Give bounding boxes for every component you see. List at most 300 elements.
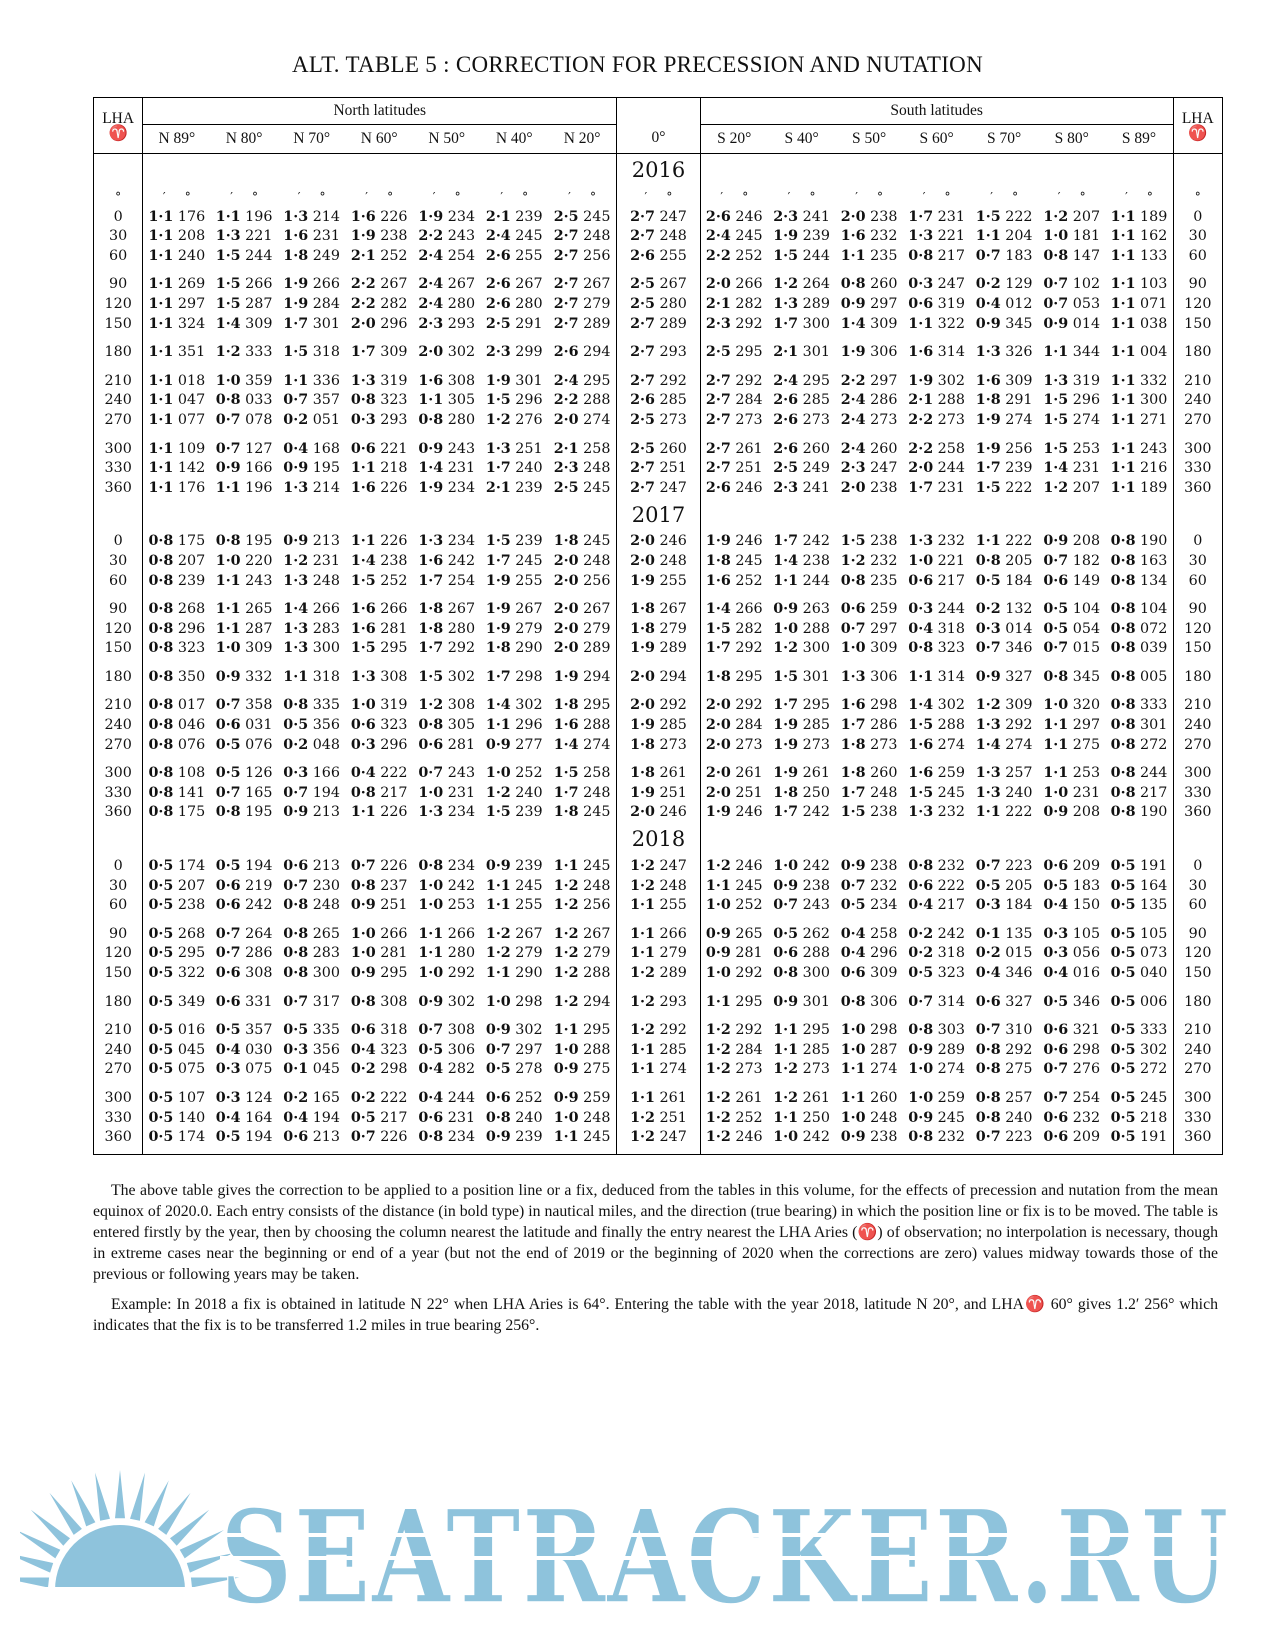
distance-value: 0·8 (215, 392, 241, 409)
distance-value: 1·1 (148, 276, 174, 293)
lha-value: 240 (94, 1041, 143, 1061)
year-label: 2018 (617, 823, 701, 857)
aries-symbol: ♈ (1188, 124, 1208, 142)
correction-cell: 0·6 222 (908, 877, 965, 894)
correction-cell: 1·4 238 (773, 552, 830, 569)
correction-cell: 0·8 217 (350, 784, 408, 801)
correction-cell: 0·5 126 (215, 765, 273, 782)
distance-value: 0·6 (350, 717, 376, 734)
distance-value: 1·1 (553, 858, 579, 875)
correction-cell: 1·2 247 (617, 1128, 701, 1148)
correction-cell: 1·3 234 (418, 533, 476, 550)
distance-value: 1·0 (908, 552, 934, 569)
correction-cell: 0·5 040 (1110, 965, 1168, 981)
correction-cell: 1·3 306 (840, 668, 898, 685)
gap-cell (1173, 266, 1222, 275)
correction-cell: 0·5 262 (773, 925, 830, 942)
distance-value: 0·7 (840, 877, 866, 894)
correction-cell: 0·5 045 (148, 1041, 206, 1058)
distance-value: 0·9 (418, 993, 444, 1010)
distance-value: 1·2 (1043, 208, 1069, 225)
gap-cell (700, 363, 1173, 372)
distance-value: 0·8 (283, 945, 309, 962)
distance-value: 1·4 (553, 736, 579, 753)
distance-value: 2·0 (553, 411, 579, 428)
distance-value: 1·9 (773, 736, 799, 753)
correction-cell: 1·2 207 (1043, 479, 1101, 496)
lha-label: LHA (102, 109, 135, 127)
distance-value: 0·5 (1110, 858, 1136, 875)
correction-cell: 1·5 253 (1043, 440, 1101, 457)
unit-symbols (413, 188, 481, 208)
distance-value: 0·3 (1043, 945, 1069, 962)
degree-symbol: ° (1173, 188, 1222, 208)
gap-cell (700, 755, 1173, 764)
correction-cell: 2·4 245 (485, 228, 543, 245)
distance-value: 0·5 (215, 736, 241, 753)
distance-value: 2·0 (705, 276, 731, 293)
correction-cell: 1·8 267 (418, 601, 476, 618)
distance-value: 1·2 (215, 344, 241, 361)
table-row (94, 620, 1223, 640)
distance-value: 0·8 (975, 1061, 1001, 1078)
distance-value: 1·7 (773, 697, 799, 714)
distance-value: 0·9 (1043, 533, 1069, 550)
minute-symbol: ′ (162, 190, 166, 204)
correction-cell: 0·3 014 (975, 620, 1033, 637)
correction-cell: 0·5 278 (485, 1061, 543, 1078)
correction-cell: 0·5 194 (215, 858, 273, 875)
correction-cell: 0·8 108 (148, 765, 206, 782)
lha-value: 0 (1173, 857, 1222, 877)
distance-value: 1·8 (418, 620, 444, 637)
correction-cell: 0·4 168 (283, 440, 340, 457)
correction-cell: 0·9 281 (705, 945, 763, 962)
distance-value: 0·9 (283, 533, 309, 550)
distance-value: 1·0 (1043, 784, 1069, 801)
distance-value: 0·6 (908, 877, 934, 894)
distance-value: 2·2 (705, 247, 731, 264)
distance-value: 1·5 (1043, 411, 1069, 428)
minute-symbol: ′ (432, 190, 436, 204)
correction-cell: 1·2 284 (705, 1041, 763, 1058)
correction-cell: 2·6 280 (485, 295, 543, 312)
distance-value: 0·7 (1043, 1061, 1069, 1078)
lha-value: 180 (1173, 343, 1222, 363)
distance-value: 0·6 (773, 945, 799, 962)
lha-value: 210 (94, 372, 143, 392)
correction-cell: 1·6 314 (908, 344, 965, 361)
correction-cell: 1·0 242 (773, 858, 830, 875)
correction-cell: 0·8 217 (908, 247, 965, 264)
correction-cell: 1·1 235 (840, 247, 898, 264)
correction-cell: 0·9 263 (773, 601, 830, 618)
distance-value: 2·0 (418, 344, 444, 361)
distance-value: 1·5 (840, 533, 866, 550)
correction-cell: 1·1 071 (1110, 295, 1168, 312)
correction-cell: 1·2 292 (617, 1021, 701, 1041)
distance-value: 2·7 (630, 315, 655, 332)
gap-cell (1173, 984, 1222, 993)
correction-cell: 1·5 318 (283, 344, 340, 361)
distance-value: 0·8 (148, 620, 174, 637)
distance-value: 0·6 (215, 897, 241, 914)
correction-cell: 0·9 166 (215, 460, 273, 477)
distance-value: 0·9 (350, 897, 376, 914)
correction-cell: 1·7 231 (908, 208, 965, 225)
correction-cell: 0·6 319 (908, 295, 965, 312)
table-row (94, 572, 1223, 592)
correction-cell: 1·1 285 (617, 1041, 701, 1061)
correction-cell: 1·7 309 (350, 344, 408, 361)
lha-cell-empty (94, 154, 143, 189)
distance-value: 1·7 (350, 344, 376, 361)
distance-value: 2·5 (485, 315, 511, 332)
distance-value: 1·0 (418, 877, 444, 894)
distance-value: 0·6 (1043, 1041, 1069, 1058)
correction-cell: 1·3 234 (418, 804, 476, 821)
distance-value: 0·8 (840, 276, 866, 293)
correction-cell: 2·0 296 (350, 315, 408, 332)
distance-value: 1·1 (215, 620, 241, 637)
distance-value: 2·6 (485, 276, 511, 293)
distance-value: 0·7 (1043, 276, 1069, 293)
correction-cell: 1·1 274 (840, 1061, 898, 1078)
distance-value: 1·0 (773, 620, 799, 637)
unit-symbols (700, 188, 768, 208)
lha-value: 180 (94, 343, 143, 363)
correction-cell: 1·5 239 (485, 804, 543, 821)
distance-value: 1·1 (1110, 315, 1136, 332)
distance-value: 2·7 (553, 228, 579, 245)
distance-value: 1·1 (1110, 460, 1136, 477)
distance-value: 1·2 (1043, 479, 1069, 496)
correction-cell: 1·9 279 (485, 620, 543, 637)
distance-value: 0·5 (215, 1129, 241, 1146)
distance-value: 2·5 (705, 344, 731, 361)
correction-cell: 1·6 226 (350, 479, 408, 496)
distance-value: 2·1 (485, 208, 511, 225)
correction-cell: 2·7 279 (553, 295, 611, 312)
correction-cell: 1·6 242 (418, 552, 476, 569)
distance-value: 1·6 (283, 228, 309, 245)
correction-cell: 1·1 047 (148, 392, 206, 409)
lha-value: 210 (1173, 1021, 1222, 1041)
lha-value: 210 (1173, 372, 1222, 392)
gap-cell (94, 984, 143, 993)
correction-cell: 2·3 241 (773, 208, 830, 225)
table-row (94, 925, 1223, 945)
distance-value: 1·9 (975, 411, 1001, 428)
correction-cell: 0·8 163 (1110, 552, 1168, 569)
correction-cell: 2·7 292 (617, 372, 701, 392)
correction-cell: 0·5 073 (1110, 945, 1168, 962)
distance-value: 0·2 (908, 945, 934, 962)
distance-value: 2·0 (705, 697, 731, 714)
lha-value: 300 (94, 764, 143, 784)
distance-value: 1·2 (630, 858, 655, 875)
correction-cell: 1·2 289 (617, 964, 701, 984)
distance-value: 0·8 (1110, 552, 1136, 569)
minute-symbol: ′ (1057, 190, 1061, 204)
correction-cell: 1·3 232 (908, 533, 965, 550)
south-col-header: S 50° (835, 125, 903, 154)
correction-cell: 0·9 259 (553, 1089, 611, 1106)
table-row (94, 964, 1223, 984)
distance-value: 0·5 (485, 1061, 511, 1078)
distance-value: 2·6 (705, 479, 731, 496)
distance-value: 2·6 (773, 392, 799, 409)
correction-cell: 1·0 281 (350, 945, 408, 962)
table-row (94, 639, 1223, 659)
lha-value: 360 (1173, 1128, 1222, 1148)
distance-value: 1·7 (975, 460, 1001, 477)
correction-cell: 0·5 268 (148, 925, 206, 942)
distance-value: 1·1 (975, 533, 1001, 550)
distance-value: 0·7 (350, 1129, 376, 1146)
correction-cell: 0·7 183 (975, 247, 1033, 264)
south-col-header: S 70° (970, 125, 1038, 154)
distance-value: 2·0 (553, 640, 579, 657)
correction-cell: 1·1 243 (215, 572, 273, 589)
correction-cell: 1·4 302 (485, 697, 543, 714)
distance-value: 1·5 (1043, 440, 1069, 457)
distance-value: 0·8 (1110, 765, 1136, 782)
distance-value: 0·9 (485, 736, 511, 753)
lha-value: 300 (1173, 440, 1222, 460)
correction-cell: 1·2 309 (975, 697, 1033, 714)
gap-cell (617, 984, 701, 993)
distance-value: 1·5 (215, 295, 241, 312)
distance-value: 1·1 (148, 479, 174, 496)
gap-cell (617, 334, 701, 343)
correction-cell: 1·3 283 (283, 620, 340, 637)
correction-cell: 1·1 271 (1110, 411, 1168, 428)
correction-cell: 1·1 222 (975, 533, 1033, 550)
north-col-header: N 70° (278, 125, 346, 154)
gap-cell (143, 1012, 617, 1021)
distance-value: 0·8 (975, 1041, 1001, 1058)
distance-value: 1·8 (630, 765, 655, 782)
lha-value: 30 (94, 227, 143, 247)
correction-cell: 0·3 166 (283, 765, 340, 782)
correction-cell: 2·5 245 (553, 208, 611, 225)
correction-cell: 2·5 249 (773, 460, 830, 477)
distance-value: 1·2 (553, 945, 579, 962)
degree-symbol: ° (319, 190, 326, 204)
correction-cell: 1·9 306 (840, 344, 898, 361)
distance-value: 1·6 (840, 697, 866, 714)
lha-value: 330 (1173, 784, 1222, 804)
distance-value: 0·2 (975, 601, 1001, 618)
distance-value: 1·8 (553, 533, 579, 550)
distance-value: 0·8 (1110, 668, 1136, 685)
degree-symbol: ° (387, 190, 394, 204)
distance-value: 0·5 (283, 1022, 309, 1039)
correction-cell: 1·2 232 (840, 552, 898, 569)
distance-value: 2·5 (630, 440, 655, 457)
distance-value: 1·2 (705, 1041, 731, 1058)
distance-value: 1·2 (553, 993, 579, 1010)
gap-cell (617, 659, 701, 668)
distance-value: 1·9 (908, 372, 934, 389)
minute-symbol: ′ (720, 190, 724, 204)
correction-cell: 0·8 175 (148, 533, 206, 550)
lha-value: 120 (94, 295, 143, 315)
distance-value: 0·9 (1043, 315, 1069, 332)
correction-cell: 0·8 104 (1110, 601, 1168, 618)
distance-value: 0·7 (283, 784, 309, 801)
correction-cell: 1·1 004 (1110, 344, 1168, 361)
distance-value: 2·4 (773, 372, 799, 389)
distance-value: 2·1 (350, 247, 376, 264)
distance-value: 0·4 (840, 925, 866, 942)
correction-cell: 2·3 299 (485, 344, 543, 361)
correction-cell: 0·8 072 (1110, 620, 1168, 637)
correction-cell: 1·4 238 (350, 552, 408, 569)
lha-value: 150 (94, 639, 143, 659)
distance-value: 0·8 (840, 993, 866, 1010)
correction-cell: 1·1 109 (148, 440, 206, 457)
distance-value: 1·6 (350, 620, 376, 637)
correction-cell: 0·7 226 (350, 1129, 408, 1146)
correction-cell: 0·6 217 (908, 572, 965, 589)
correction-cell: 1·1 208 (148, 228, 206, 245)
degree-symbol: ° (944, 190, 951, 204)
correction-cell: 0·9 208 (1043, 804, 1101, 821)
distance-value: 1·3 (283, 479, 309, 496)
correction-cell: 1·2 294 (553, 993, 611, 1010)
correction-cell: 2·3 248 (553, 460, 611, 477)
correction-cell: 0·5 076 (215, 736, 273, 753)
distance-value: 1·9 (630, 572, 655, 589)
correction-cell: 0·2 051 (283, 411, 340, 428)
lha-value: 0 (1173, 208, 1222, 228)
correction-cell: 0·6 298 (1043, 1041, 1101, 1058)
distance-value: 0·2 (908, 925, 934, 942)
distance-value: 0·5 (1110, 897, 1136, 914)
lha-value: 30 (1173, 552, 1222, 572)
distance-value: 0·5 (418, 1041, 444, 1058)
gap-cell (617, 363, 701, 372)
gap-cell (1173, 431, 1222, 440)
correction-cell: 2·3 293 (418, 315, 476, 332)
correction-cell: 0·9 301 (773, 993, 830, 1010)
correction-cell: 0·7 223 (975, 858, 1033, 875)
distance-value: 1·0 (418, 965, 444, 981)
distance-value: 1·9 (773, 717, 799, 734)
distance-value: 0·5 (1043, 620, 1069, 637)
distance-value: 0·9 (908, 1041, 934, 1058)
distance-value: 0·4 (283, 440, 309, 457)
correction-cell: 0·6 031 (215, 717, 273, 734)
distance-value: 0·3 (215, 1061, 241, 1078)
distance-value: 0·9 (840, 1129, 866, 1146)
distance-value: 1·1 (350, 533, 376, 550)
distance-value: 0·9 (283, 804, 309, 821)
correction-cell: 1·2 333 (215, 344, 273, 361)
gap-cell (1173, 916, 1222, 925)
distance-value: 0·9 (975, 315, 1001, 332)
correction-cell: 1·9 255 (617, 572, 701, 592)
distance-value: 1·1 (148, 440, 174, 457)
distance-value: 0·9 (840, 295, 866, 312)
correction-cell: 0·7 243 (418, 765, 476, 782)
correction-cell: 0·5 335 (283, 1022, 340, 1039)
distance-value: 0·9 (485, 1022, 511, 1039)
correction-cell: 0·1 135 (975, 925, 1033, 942)
distance-value: 0·9 (553, 1089, 579, 1106)
correction-cell: 2·0 273 (705, 736, 763, 753)
distance-value: 1·5 (418, 668, 444, 685)
distance-value: 0·6 (350, 1022, 376, 1039)
gap-cell (1173, 591, 1222, 600)
correction-cell: 1·1 133 (1110, 247, 1168, 264)
distance-value: 1·5 (485, 392, 511, 409)
distance-value: 2·0 (630, 533, 655, 550)
distance-value: 0·4 (1043, 965, 1069, 981)
correction-cell: 0·5 191 (1110, 1129, 1168, 1146)
correction-cell: 1·6 259 (908, 765, 965, 782)
minute-symbol: ′ (855, 190, 858, 204)
lha-header-right (1173, 98, 1222, 154)
distance-value: 0·6 (350, 440, 376, 457)
gap-cell (94, 363, 143, 372)
correction-cell: 1·1 245 (553, 1129, 611, 1146)
distance-value: 1·2 (630, 1129, 655, 1146)
correction-cell: 2·4 280 (418, 295, 476, 312)
distance-value: 1·8 (705, 552, 731, 569)
minute-symbol: ′ (990, 190, 993, 204)
distance-value: 0·7 (215, 945, 241, 962)
table-row (94, 275, 1223, 295)
lha-value: 90 (94, 600, 143, 620)
correction-cell: 1·2 248 (617, 877, 701, 897)
correction-cell: 1·3 240 (975, 784, 1033, 801)
distance-value: 2·6 (773, 440, 799, 457)
gap-cell (1173, 334, 1222, 343)
distance-value: 1·9 (630, 640, 655, 657)
correction-cell: 1·7 231 (908, 479, 965, 496)
distance-value: 0·5 (215, 1022, 241, 1039)
lha-value: 240 (94, 391, 143, 411)
correction-cell: 1·0 292 (705, 965, 763, 981)
distance-value: 0·8 (418, 411, 444, 428)
correction-cell: 1·2 300 (773, 640, 830, 657)
gap-cell (143, 659, 617, 668)
distance-value: 1·1 (148, 344, 174, 361)
correction-cell: 1·1 222 (975, 804, 1033, 821)
distance-value: 1·5 (975, 479, 1001, 496)
correction-cell: 2·6 255 (485, 247, 543, 264)
distance-value: 1·0 (773, 858, 799, 875)
distance-value: 1·9 (418, 208, 444, 225)
distance-value: 1·5 (350, 572, 376, 589)
distance-value: 2·0 (350, 315, 376, 332)
distance-value: 2·3 (705, 315, 731, 332)
correction-cell: 1·6 281 (350, 620, 408, 637)
distance-value: 1·1 (215, 572, 241, 589)
distance-value: 0·8 (148, 804, 174, 821)
distance-value: 1·1 (630, 897, 655, 914)
lha-value: 0 (94, 857, 143, 877)
correction-cell: 1·1 250 (773, 1109, 830, 1126)
distance-value: 1·1 (1110, 208, 1136, 225)
correction-cell: 2·6 246 (705, 479, 763, 496)
watermark-text: SEATRACKER.RU (220, 1483, 1230, 1620)
distance-value: 1·2 (553, 965, 579, 981)
correction-cell: 0·6 252 (485, 1089, 543, 1106)
